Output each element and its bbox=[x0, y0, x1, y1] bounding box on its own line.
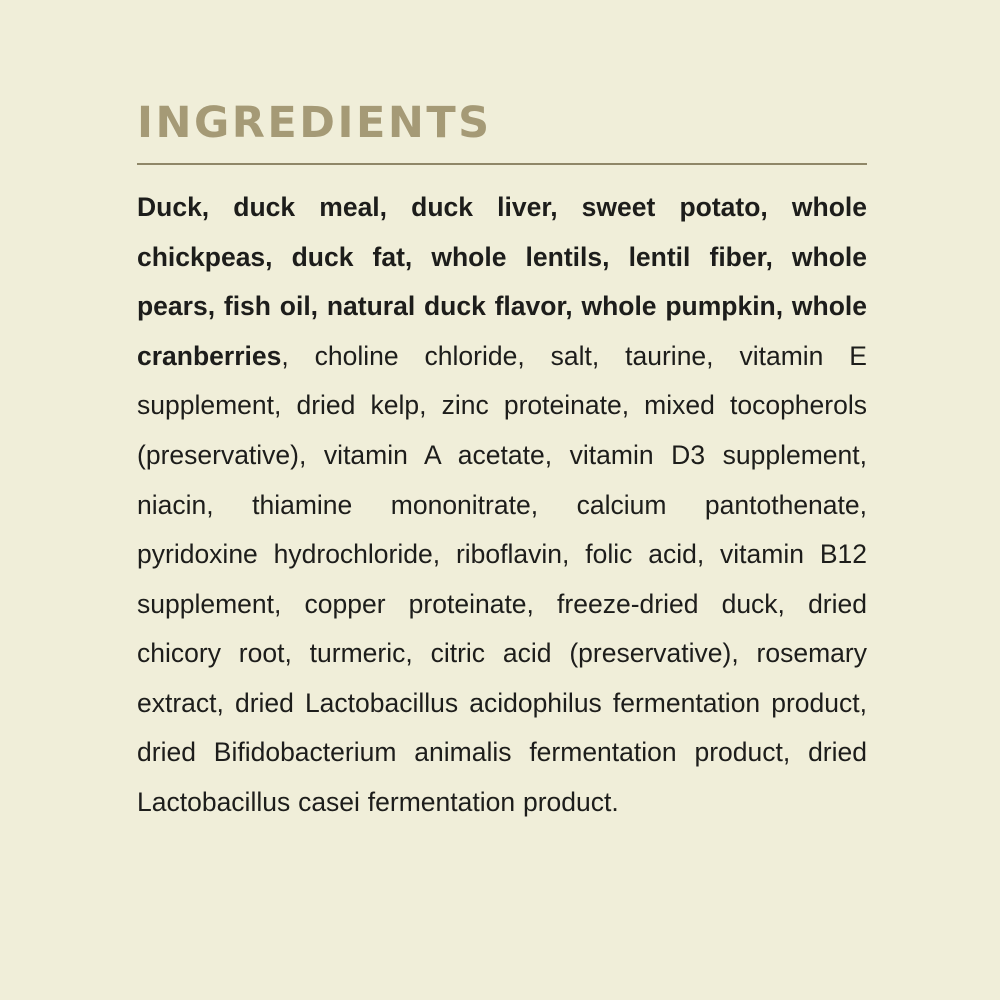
ingredients-text bbox=[137, 183, 867, 827]
ingredients-primary: Duck, duck meal, duck liver, sweet potato, whole chickpeas, duck fat, whole lentils, lentil fiber, whole pears, fish oil, natural duck flavor, whole pumpkin, whole cranberries bbox=[137, 192, 867, 371]
ingredients-panel bbox=[137, 100, 867, 827]
page-title: INGREDIENTS bbox=[137, 98, 492, 148]
divider bbox=[137, 163, 867, 165]
ingredients-secondary: , choline chloride, salt, taurine, vitamin E supplement, dried kelp, zinc proteinate, mixed tocopherols (preservative), vitamin A acetate, vitamin D3 supplement, niacin, thiamine mononitrate, calcium pantothenate, pyridoxine hydrochloride, riboflavin, folic acid, vitamin B12 supplement, copper proteinate, freeze-dried duck, dried chicory root, turmeric, citric acid (preservative), rosemary extract, dried Lactobacillus acidophilus fermentation product, dried Bifidobacterium animalis fermentation product, dried Lactobacillus casei fermentation product. bbox=[137, 340, 867, 817]
